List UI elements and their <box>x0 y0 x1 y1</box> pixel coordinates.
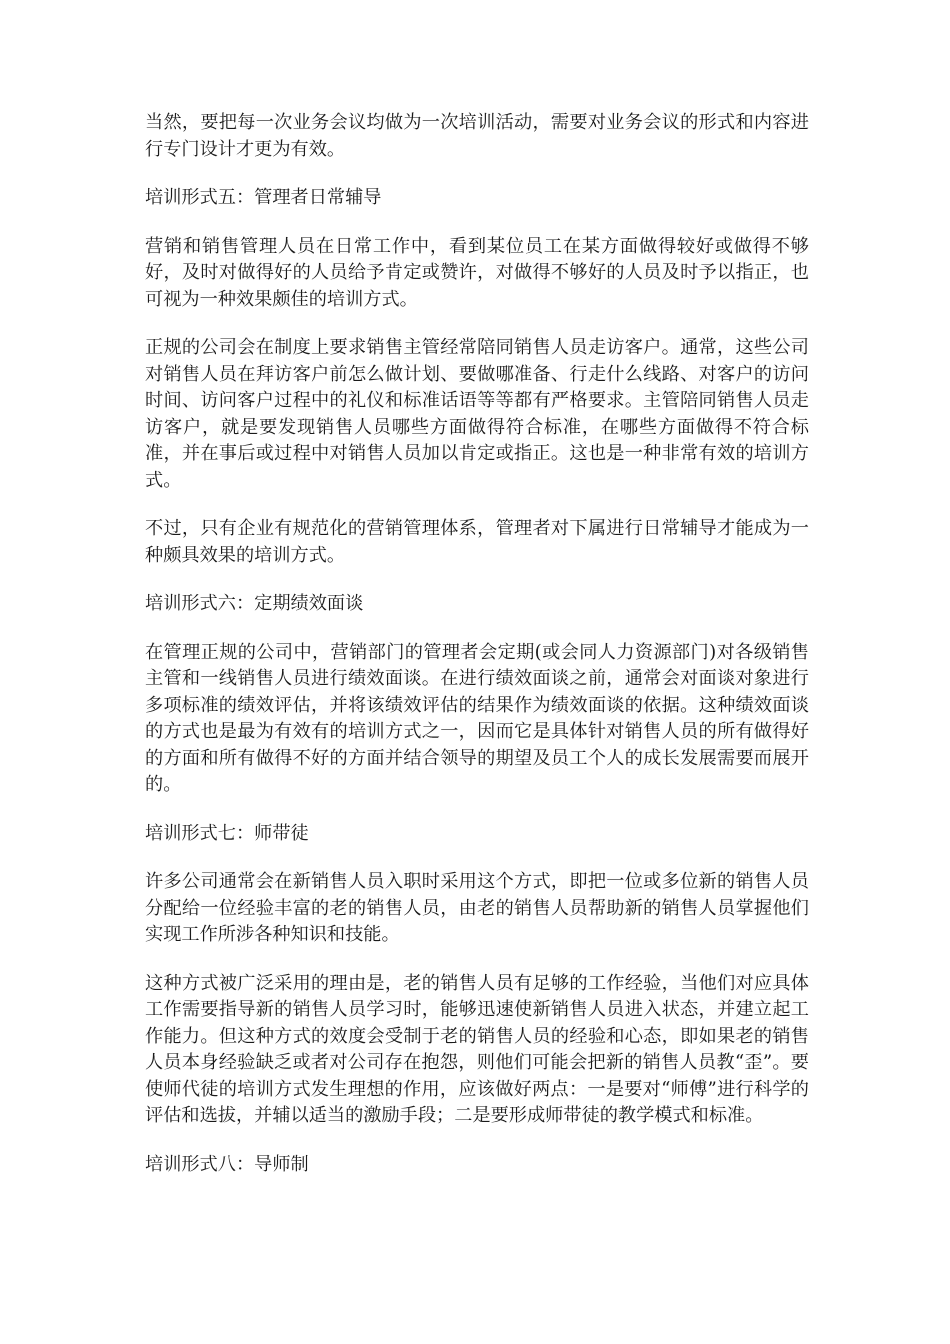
paragraph-5-2: 正规的公司会在制度上要求销售主管经常陪同销售人员走访客户。通常，这些公司对销售人员在拜访客户前怎么做计划、要做哪准备、行走什么线路、对客户的访问时间、访问客户过程中的礼仪和标准话语等等都有严格要求。主管陪同销售人员走访客户，就是要发现销售人员哪些方面做得符合标准，在哪些方面做得不符合标准，并在事后或过程中对销售人员加以肯定或指正。这也是一种非常有效的培训方式。 <box>145 337 809 491</box>
paragraph-5-1: 营销和销售管理人员在日常工作中，看到某位员工在某方面做得较好或做得不够好，及时对做得好的人员给予肯定或赞许，对做得不够好的人员及时予以指正，也可视为一种效果颇佳的培训方式。 <box>145 235 809 310</box>
section-heading-8: 培训形式八：导师制 <box>145 1153 309 1175</box>
section-heading-6: 培训形式六：定期绩效面谈 <box>145 593 364 614</box>
section-heading-5: 培训形式五：管理者日常辅导 <box>145 187 382 208</box>
document-page <box>145 110 809 1200</box>
paragraph-5-3: 不过，只有企业有规范化的营销管理体系，管理者对下属进行日常辅导才能成为一种颇具效果的培训方式。 <box>145 518 809 566</box>
paragraph-intro: 当然，要把每一次业务会议均做为一次培训活动，需要对业务会议的形式和内容进行专门设计才更为有效。 <box>145 112 809 160</box>
paragraph-6-1: 在管理正规的公司中，营销部门的管理者会定期(或会同人力资源部门)对各级销售主管和一线销售人员进行绩效面谈。在进行绩效面谈之前，通常会对面谈对象进行多项标准的绩效评估，并将该绩效评估的结果作为绩效面谈的依据。这种绩效面谈的方式也是最为有效有的培训方式之一，因而它是具体针对销售人员的所有做得好的方面和所有做得不好的方面并结合领导的期望及员工个人的成长发展需要而展开的。 <box>145 641 809 795</box>
section-heading-7: 培训形式七：师带徒 <box>145 822 309 844</box>
paragraph-7-1: 许多公司通常会在新销售人员入职时采用这个方式，即把一位或多位新的销售人员分配给一位经验丰富的老的销售人员，由老的销售人员帮助新的销售人员掌握他们实现工作所涉各种知识和技能。 <box>145 871 809 945</box>
paragraph-7-2: 这种方式被广泛采用的理由是，老的销售人员有足够的工作经验，当他们对应具体工作需要指导新的销售人员学习时，能够迅速使新销售人员进入状态，并建立起工作能力。但这种方式的效度会受制于老的销售人员的经验和心态，即如果老的销售人员本身经验缺乏或者对公司存在抱怨，则他们可能会把新的销售人员教“歪”。要使师代徒的培训方式发生理想的作用，应该做好两点：一是要对“师傅”进行科学的评估和选拔，并辅以适当的激励手段；二是要形成师带徒的教学模式和标准。 <box>145 972 809 1126</box>
